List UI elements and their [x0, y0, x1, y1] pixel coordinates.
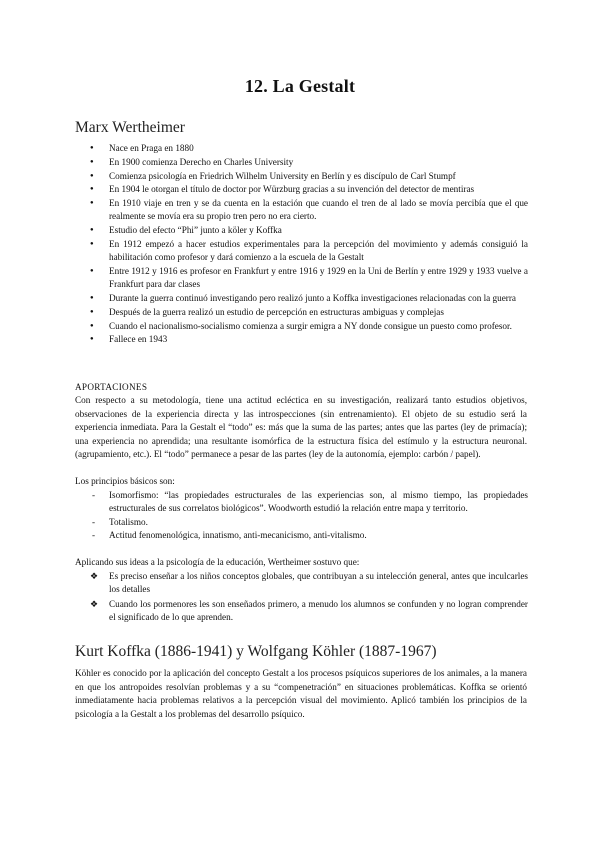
section-heading-wertheimer: Marx Wertheimer — [75, 119, 185, 136]
list-item: ● Entre 1912 y 1916 es profesor en Frankfurt y entre 1916 y 1929 en la Uni de Berlín y entre 1929 y 1933 vuelve a Frankfurt para dar clases — [90, 265, 528, 291]
educacion-list — [90, 570, 528, 626]
principios-list — [90, 489, 528, 543]
list-item: ● Nace en Praga en 1880 — [90, 142, 528, 155]
list-item: ● En 1912 empezó a hacer estudios experimentales para la percepción del movimiento y además consiguió la habilitación como profesor y dará comienzo a la escuela de la Gestalt — [90, 238, 528, 264]
aportaciones-heading: APORTACIONES — [75, 382, 148, 392]
list-item: ● En 1904 le otorgan el título de doctor por Würzburg gracias a su invención del detector de mentiras — [90, 183, 528, 196]
section-heading-koffka-kohler: Kurt Koffka (1886-1941) y Wolfgang Köhler (1887-1967) — [75, 643, 437, 660]
aportaciones-paragraph: Con respecto a su metodología, tiene una actitud ecléctica en su investigación, realizará tanto estudios objetivos, observaciones de la experiencia directa y las introspecciones (sin entrenamiento). El objeto de su estudio será la experiencia inmediata. Para la Gestalt el “todo” es: más que la suma de las partes; antes que las partes (ley de primacía); una experiencia no aprendida; una resultante isomórfica de la estructura física del estímulo y la estructura neuronal. (agrupamiento, etc.). El “todo” permanece a pesar de las partes (ley de la autonomía, ejemplo: carbón / papel). — [75, 395, 527, 460]
list-item: - Totalismo. — [90, 516, 528, 529]
list-item: ● Comienza psicología en Friedrich Wilhelm University en Berlín y es discípulo de Carl Stumpf — [90, 170, 528, 183]
list-item: ● Después de la guerra realizó un estudio de percepción en estructuras ambiguas y complejas — [90, 306, 528, 319]
list-item: ● En 1900 comienza Derecho en Charles University — [90, 156, 528, 169]
biography-bullet-list — [90, 142, 528, 347]
list-item: ❖ Cuando los pormenores les son enseñados primero, a menudo los alumnos se confunden y no logran comprender el significado de lo que aprenden. — [90, 598, 528, 625]
list-item: ● Fallece en 1943 — [90, 333, 528, 346]
educacion-intro: Aplicando sus ideas a la psicología de la educación, Wertheimer sostuvo que: — [75, 557, 360, 567]
list-item: ● En 1910 viaje en tren y se da cuenta en la estación que cuando el tren de al lado se movía percibía que el que realmente se movía era su propio tren pero no era cierto. — [90, 197, 528, 223]
list-item: ● Cuando el nacionalismo-socialismo comienza a surgir emigra a NY donde consigue un puesto como profesor. — [90, 320, 528, 333]
koffka-kohler-paragraph: Köhler es conocido por la aplicación del concepto Gestalt a los procesos psíquicos superiores de los animales, a la manera en que los antropoides resolvían problemas y a su “compenetración” en situaciones problemáticas. Koffka se orientó inmediatamente hacia problemas relativos a la percepción visual del movimiento. Aplicó también los principios de la psicología a la Gestalt a los problemas del desarrollo psíquico. — [75, 668, 527, 719]
principios-label: Los principios básicos son: — [75, 476, 175, 486]
list-item: ● Durante la guerra continuó investigando pero realizó junto a Koffka investigaciones relacionadas con la guerra — [90, 292, 528, 305]
page-title: 12. La Gestalt — [244, 76, 356, 96]
list-item: ❖ Es preciso enseñar a los niños conceptos globales, que contribuyan a su intelección general, antes que inculcarles los detalles — [90, 570, 528, 597]
list-item: - Isomorfismo: “las propiedades estructurales de las experiencias son, al mismo tiempo, las propiedades estructurales de sus correlatos biológicos”. Woodworth estudió la relación entre mapa y territorio. — [90, 489, 528, 516]
list-item: - Actitud fenomenológica, innatismo, anti-mecanicismo, anti-vitalismo. — [90, 529, 528, 542]
list-item: ● Estudio del efecto “Phi” junto a köler y Koffka — [90, 224, 528, 237]
